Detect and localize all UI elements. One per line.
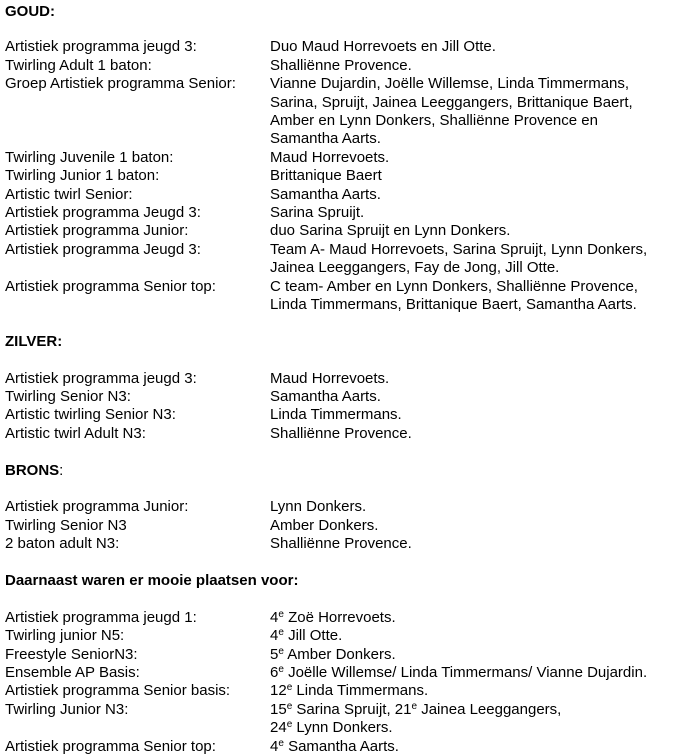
result-value-text: Lynn Donkers. [270, 498, 367, 516]
category-label: Artistiek programma Jeugd 3: [5, 204, 201, 222]
heading-suffix: : [59, 461, 64, 479]
result-value-text: Jainea Leeggangers, [417, 700, 562, 718]
place-ordinal-suffix: e [278, 645, 284, 657]
result-value-text: Maud Horrevoets. [270, 369, 390, 387]
result-value [270, 388, 677, 406]
result-row [5, 627, 677, 645]
category-label: Twirling Junior 1 baton: [5, 167, 160, 185]
category-label [5, 112, 270, 130]
category-label: Twirling Senior N3: [5, 388, 131, 406]
result-value [270, 738, 677, 756]
result-value-text: Amber Donkers. [270, 516, 379, 534]
result-value-text: Sarina Spruijt. [270, 204, 365, 222]
place-ordinal-suffix: e [286, 719, 293, 731]
category-label: 2 baton adult N3: [5, 535, 120, 553]
section-heading-overig [5, 572, 677, 590]
result-row [5, 664, 677, 682]
category-label [5, 296, 270, 314]
category-label: Artistic twirling Senior N3: [5, 406, 176, 424]
result-row [5, 38, 677, 56]
result-row [5, 719, 677, 737]
result-row [5, 167, 677, 185]
zilver-results-list [5, 370, 677, 444]
place-number: 15 [270, 700, 287, 718]
result-value-text: Linda Timmermans. [292, 682, 429, 700]
result-row [5, 646, 677, 664]
result-value [270, 94, 677, 112]
result-value [270, 112, 677, 130]
place-number: 24 [270, 719, 287, 737]
heading-text: ZILVER: [5, 332, 63, 350]
place-number: 4 [270, 737, 279, 755]
category-label: Twirling Junior N3: [5, 700, 129, 718]
place-number: 4 [270, 608, 279, 626]
result-value-text: Samantha Aarts. [283, 737, 399, 755]
result-row [5, 241, 677, 259]
overig-results-list [5, 609, 677, 756]
result-value [270, 370, 677, 388]
result-row [5, 259, 677, 277]
result-value [270, 682, 677, 700]
result-value-text: C team- Amber en Lynn Donkers, Shalliënne Provence, [270, 277, 638, 295]
result-value-text: Joëlle Willemse/ Linda Timmermans/ Vianne Dujardin. [283, 664, 648, 682]
place-number: 5 [270, 645, 279, 663]
result-row [5, 370, 677, 388]
result-row [5, 388, 677, 406]
result-value [270, 719, 677, 737]
result-row [5, 517, 677, 535]
result-value [270, 296, 677, 314]
result-row [5, 278, 677, 296]
category-label: Artistiek programma Senior basis: [5, 682, 231, 700]
result-row [5, 406, 677, 424]
category-label: Artistiek programma Jeugd 3: [5, 240, 201, 258]
result-value-text: Linda Timmermans. [270, 406, 402, 424]
result-value [270, 167, 677, 185]
place-ordinal-suffix: e [278, 608, 284, 620]
result-value-text: Amber en Lynn Donkers, Shalliënne Provence en [270, 112, 598, 130]
result-row [5, 738, 677, 756]
place-ordinal-suffix: e [278, 737, 284, 749]
result-row [5, 149, 677, 167]
results-document [5, 3, 677, 756]
result-row [5, 186, 677, 204]
section-heading-brons [5, 462, 677, 480]
result-value [270, 241, 677, 259]
goud-results-list [5, 38, 677, 314]
result-value-text: Amber Donkers. [283, 645, 396, 663]
section-heading-goud [5, 3, 677, 21]
result-value [270, 627, 677, 645]
result-row [5, 222, 677, 240]
category-label: Artistic twirl Senior: [5, 185, 133, 203]
result-row [5, 94, 677, 112]
category-label: Artistiek programma jeugd 3: [5, 369, 197, 387]
result-value-text: Duo Maud Horrevoets en Jill Otte. [270, 38, 496, 56]
result-row [5, 112, 677, 130]
result-row [5, 425, 677, 443]
result-value [270, 425, 677, 443]
result-value [270, 222, 677, 240]
result-value-text: Team A- Maud Horrevoets, Sarina Spruijt, Lynn Donkers, [270, 240, 648, 258]
category-label: Artistiek programma Senior top: [5, 277, 216, 295]
heading-text: BRONS [5, 461, 60, 479]
category-label: Artistiek programma jeugd 1: [5, 608, 197, 626]
category-label: Artistiek programma Junior: [5, 498, 189, 516]
category-label [5, 130, 270, 148]
heading-text: Daarnaast waren er mooie plaatsen voor: [5, 572, 299, 590]
category-label: Artistiek programma Senior top: [5, 737, 216, 755]
result-value [270, 57, 677, 75]
result-value [270, 204, 677, 222]
category-label: Twirling Adult 1 baton: [5, 56, 152, 74]
result-value [270, 535, 677, 553]
result-value-text: Sarina Spruijt, [292, 700, 395, 718]
result-value-text: Samantha Aarts. [270, 185, 381, 203]
brons-results-list [5, 498, 677, 553]
result-value [270, 701, 677, 719]
place-number: 4 [270, 627, 279, 645]
category-label: Twirling Senior N3 [5, 516, 127, 534]
category-label [5, 94, 270, 112]
category-label: Artistic twirl Adult N3: [5, 424, 146, 442]
result-row [5, 498, 677, 516]
category-label [5, 719, 270, 737]
place-ordinal-suffix: e [278, 627, 284, 639]
result-value-text: Shalliënne Provence. [270, 535, 412, 553]
result-row [5, 682, 677, 700]
place-ordinal-suffix: e [286, 682, 293, 694]
result-row [5, 75, 677, 93]
result-value [270, 130, 677, 148]
result-value [270, 278, 677, 296]
place-ordinal-suffix: e [278, 664, 284, 676]
result-value-text: Samantha Aarts. [270, 130, 381, 148]
category-label: Freestyle SeniorN3: [5, 645, 138, 663]
result-row [5, 57, 677, 75]
place-ordinal-suffix: e [286, 700, 293, 712]
category-label: Groep Artistiek programma Senior: [5, 75, 236, 93]
result-value-text: Shalliënne Provence. [270, 424, 412, 442]
result-value [270, 646, 677, 664]
category-label: Artistiek programma Junior: [5, 222, 189, 240]
result-value-text: Brittanique Baert [270, 167, 382, 185]
category-label: Ensemble AP Basis: [5, 664, 140, 682]
result-row [5, 609, 677, 627]
category-label: Twirling junior N5: [5, 627, 125, 645]
result-value [270, 149, 677, 167]
result-value [270, 664, 677, 682]
result-value [270, 259, 677, 277]
result-row [5, 701, 677, 719]
result-value [270, 517, 677, 535]
result-value-text: Sarina, Spruijt, Jainea Leeggangers, Brittanique Baert, [270, 93, 633, 111]
result-row [5, 204, 677, 222]
result-value-text: Jainea Leeggangers, Fay de Jong, Jill Otte. [270, 259, 560, 277]
place-number: 12 [270, 682, 287, 700]
category-label: Artistiek programma jeugd 3: [5, 38, 197, 56]
result-value-text: Jill Otte. [283, 627, 343, 645]
result-value-text: Maud Horrevoets. [270, 148, 390, 166]
place-number: 6 [270, 664, 279, 682]
section-heading-zilver [5, 333, 677, 351]
heading-text: GOUD: [5, 3, 55, 20]
category-label [5, 259, 270, 277]
result-value [270, 38, 677, 56]
result-value-text: Vianne Dujardin, Joëlle Willemse, Linda Timmermans, [270, 75, 630, 93]
category-label: Twirling Juvenile 1 baton: [5, 148, 174, 166]
result-row [5, 535, 677, 553]
result-value-text: Linda Timmermans, Brittanique Baert, Samantha Aarts. [270, 296, 637, 314]
place-number: 21 [394, 700, 412, 718]
result-value [270, 186, 677, 204]
result-value-text: Samantha Aarts. [270, 388, 381, 406]
result-value-text: Shalliënne Provence. [270, 56, 412, 74]
result-value-text: Lynn Donkers. [292, 719, 393, 737]
place-ordinal-suffix: e [411, 700, 418, 712]
result-value [270, 609, 677, 627]
result-row [5, 296, 677, 314]
result-value [270, 406, 677, 424]
result-value [270, 498, 677, 516]
result-value-text: duo Sarina Spruijt en Lynn Donkers. [270, 222, 511, 240]
result-value-text: Zoë Horrevoets. [283, 608, 396, 626]
result-row [5, 130, 677, 148]
result-value [270, 75, 677, 93]
